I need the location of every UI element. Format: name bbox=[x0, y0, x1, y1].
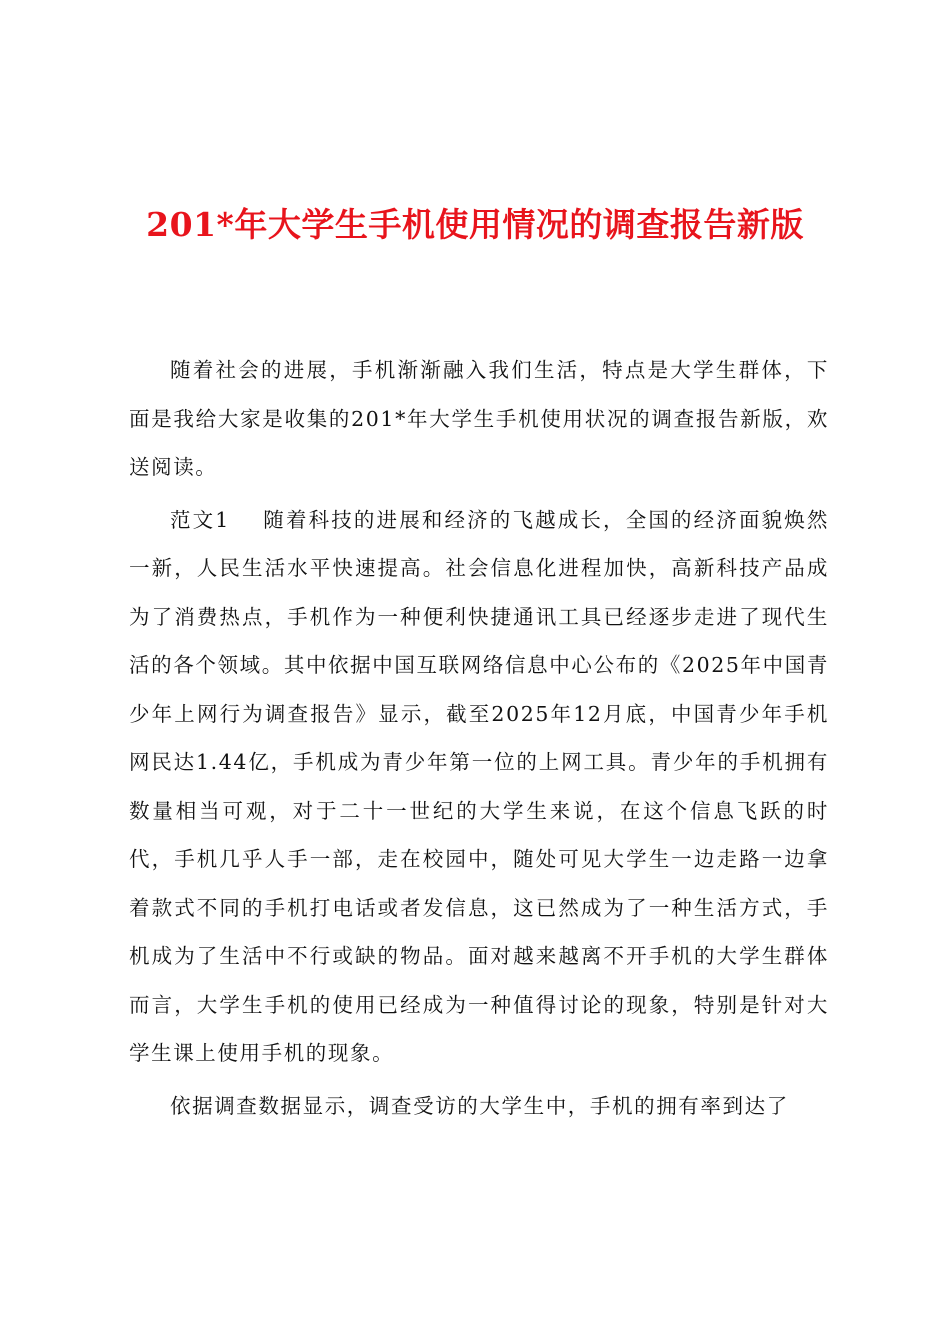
document-body bbox=[129, 346, 829, 1130]
sample-label: 范文1 bbox=[170, 507, 230, 532]
sample-text: 随着科技的进展和经济的飞越成长，全国的经济面貌焕然一新，人民生活水平快速提高。社会信息化进程加快，高新科技产品成为了消费热点，手机作为一种便利快捷通讯工具已经逐步走进了现代生活的各个领域。其中依据中国互联网络信息中心公布的《2025年中国青少年上网行为调查报告》显示，截至2025年12月底，中国青少年手机网民达1.44亿，手机成为青少年第一位的上网工具。青少年的手机拥有数量相当可观，对于二十一世纪的大学生来说，在这个信息飞跃的时代，手机几乎人手一部，走在校园中，随处可见大学生一边走路一边拿着款式不同的手机打电话或者发信息，这已然成为了一种生活方式，手机成为了生活中不行或缺的物品。面对越来越离不开手机的大学生群体而言，大学生手机的使用已经成为一种值得讨论的现象，特别是针对大学生课上使用手机的现象。 bbox=[129, 507, 830, 1065]
sample-paragraph bbox=[129, 496, 829, 1078]
intro-paragraph: 随着社会的进展，手机渐渐融入我们生活，特点是大学生群体，下面是我给大家是收集的201*年大学生手机使用状况的调查报告新版，欢送阅读。 bbox=[129, 358, 829, 479]
document-title: 201*年大学生手机使用情况的调查报告新版 bbox=[146, 205, 804, 244]
survey-paragraph: 依据调查数据显示，调查受访的大学生中，手机的拥有率到达了 bbox=[170, 1093, 789, 1118]
